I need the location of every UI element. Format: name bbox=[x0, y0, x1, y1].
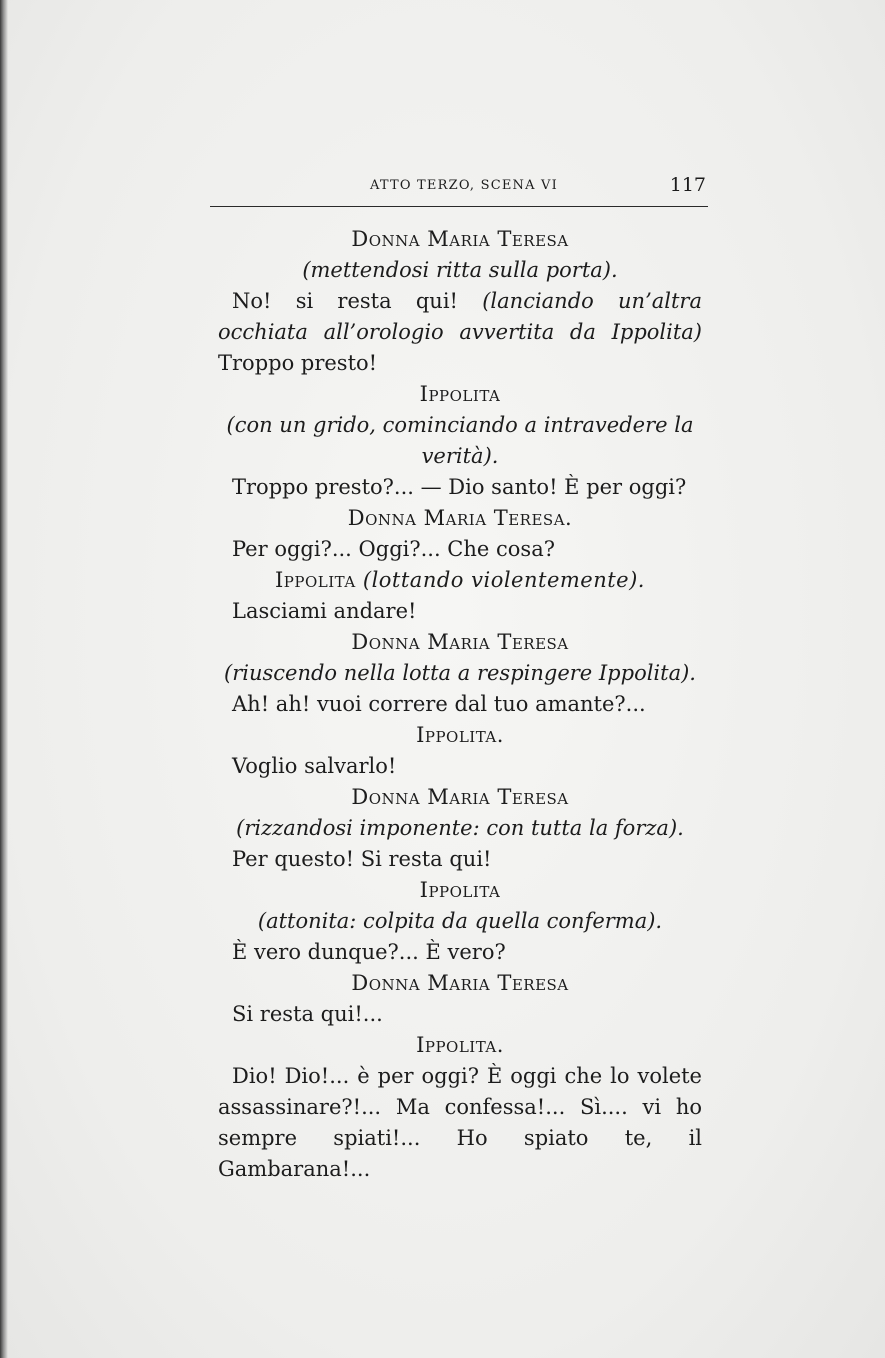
speaker-name: Ippolita bbox=[419, 382, 501, 406]
dialogue-text: Troppo presto! bbox=[218, 351, 378, 375]
inline-stage-direction: (lottando violentemente). bbox=[355, 568, 645, 592]
dialogue-line: Per questo! Si resta qui! bbox=[232, 847, 492, 871]
speaker-name: Donna Maria Teresa. bbox=[347, 506, 573, 530]
speaker-name: Donna Maria Teresa bbox=[351, 227, 569, 251]
stage-direction: (con un grido, cominciando a intravedere la verità). bbox=[226, 413, 694, 468]
stage-direction: (riuscendo nella lotta a respingere Ippolita). bbox=[224, 661, 696, 685]
dialogue-paragraph: Dio! Dio!... è per oggi? È oggi che lo volete assassinare?!... Ma confessa!... Sì.... vi ho sempre spiati!... Ho spiato te, il Gambarana!... bbox=[218, 1064, 702, 1181]
dialogue-line: Ah! ah! vuoi correre dal tuo amante?... bbox=[232, 692, 646, 716]
speaker-name: Ippolita. bbox=[416, 1033, 504, 1057]
dialogue-line: Voglio salvarlo! bbox=[232, 754, 397, 778]
page-header bbox=[210, 174, 710, 198]
dialogue-line: Lasciami andare! bbox=[232, 599, 417, 623]
dialogue-line bbox=[218, 286, 702, 379]
dialogue-line: È vero dunque?... È vero? bbox=[232, 940, 506, 964]
speaker-with-direction bbox=[218, 565, 702, 596]
speaker-name: Ippolita bbox=[419, 878, 501, 902]
stage-direction: (mettendosi ritta sulla porta). bbox=[302, 258, 618, 282]
speaker-name: Ippolita. bbox=[416, 723, 504, 747]
stage-direction: (rizzandosi imponente: con tutta la forza). bbox=[236, 816, 684, 840]
dialogue-line: Si resta qui!... bbox=[232, 1002, 383, 1026]
speaker-name: Donna Maria Teresa bbox=[351, 971, 569, 995]
page-number: 117 bbox=[669, 174, 706, 196]
speaker-name: Donna Maria Teresa bbox=[351, 630, 569, 654]
inline-stage-direction: (lanciando un’altra occhiata all’orologio avvertita da Ippolita) bbox=[218, 289, 702, 344]
running-head: ATTO TERZO, SCENA VI bbox=[370, 178, 558, 193]
dialogue-line: Per oggi?... Oggi?... Che cosa? bbox=[232, 537, 555, 561]
binding-edge bbox=[0, 0, 8, 1358]
dialogue-line: Troppo presto?... — Dio santo! È per oggi? bbox=[232, 475, 687, 499]
speaker-name: Donna Maria Teresa bbox=[351, 785, 569, 809]
play-text bbox=[218, 224, 702, 1185]
speaker-name: Ippolita bbox=[275, 568, 356, 592]
stage-direction: (attonita: colpita da quella conferma). bbox=[257, 909, 663, 933]
header-rule bbox=[210, 206, 708, 207]
dialogue-text: No! si resta qui! bbox=[232, 289, 483, 313]
